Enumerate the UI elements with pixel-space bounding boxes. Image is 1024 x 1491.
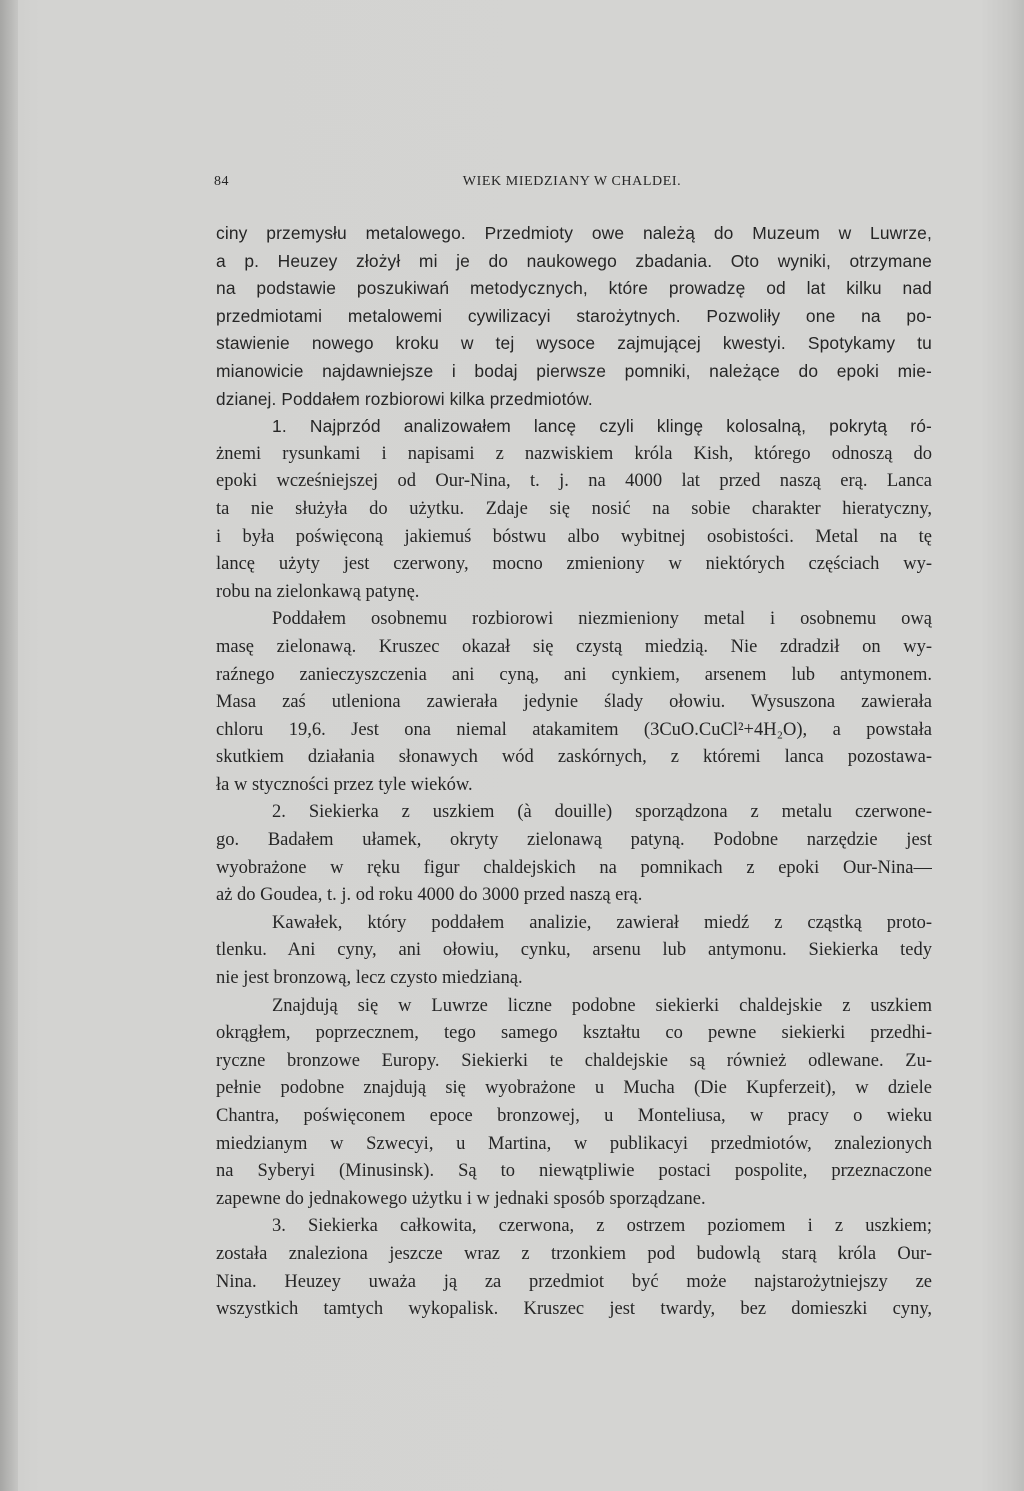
page-header [214, 174, 930, 196]
running-head: WIEK MIEDZIANY W CHALDEI. [462, 174, 682, 189]
text-line: wyobrażone w ręku figur chaldejskich na pomnikach z epoki Our-Nina— [216, 857, 932, 878]
text-line: epoki wcześniejszej od Our-Nina, t. j. na 4000 lat przed naszą erą. Lanca [216, 471, 932, 492]
text-line: Masa zaś utleniona zawierała jedynie ślady ołowiu. Wysuszona zawierała [216, 692, 932, 713]
text-line: 1. Najprzód analizowałem lancę czyli klingę kolosalną, pokrytą ró- [272, 416, 932, 437]
text-line: masę zielonawą. Kruszec okazał się czystą miedzią. Nie zdradził on wy- [216, 636, 932, 657]
body-text [216, 220, 932, 1324]
text-line: Kawałek, który poddałem analizie, zawierał miedź z cząstką proto- [272, 912, 932, 933]
text-line: raźnego zanieczyszczenia ani cyną, ani cynkiem, arsenem lub antymonem. [216, 664, 932, 685]
text-line: aż do Goudea, t. j. od roku 4000 do 3000 przed naszą erą. [216, 885, 643, 906]
text-line: na podstawie poszukiwań metodycznych, które prowadzę od lat kilku nad [216, 278, 932, 299]
text-line: tlenku. Ani cyny, ani ołowiu, cynku, arsenu lub antymonu. Siekierka tedy [216, 940, 932, 961]
text-line: wszystkich tamtych wykopalisk. Kruszec jest twardy, bez domieszki cyny, [216, 1299, 932, 1320]
text-line: miedzianym w Szwecyi, u Martina, w publikacyi przedmiotów, znalezionych [216, 1133, 932, 1154]
text-line: ła w styczności przez tyle wieków. [216, 774, 473, 795]
text-line: zapewne do jednakowego użytku i w jednaki sposób sporządzane. [216, 1188, 706, 1209]
text-line: dzianej. Poddałem rozbiorowi kilka przedmiotów. [216, 388, 593, 409]
text-line: okrągłem, poprzecznem, tego samego kształtu co pewne siekierki przedhi- [216, 1023, 932, 1044]
text-line: Znajdują się w Luwrze liczne podobne siekierki chaldejskie z uszkiem [272, 995, 932, 1016]
text-line: ryczne bronzowe Europy. Siekierki te chaldejskie są również odlewane. Zu- [216, 1050, 932, 1071]
text-line: mianowicie najdawniejsze i bodaj pierwsze pomniki, należące do epoki mie- [216, 360, 932, 381]
text-line: pełnie podobne znajdują się wyobrażone u Mucha (Die Kupferzeit), w dziele [216, 1078, 932, 1099]
text-line: robu na zielonkawą patynę. [216, 581, 420, 602]
text-line: na Syberyi (Minusinsk). Są to niewątpliwie postaci pospolite, przeznaczone [216, 1161, 932, 1182]
text-line: skutkiem działania słonawych wód zaskórnych, z któremi lanca pozostawa- [216, 747, 932, 768]
text-line: Poddałem osobnemu rozbiorowi niezmieniony metal i osobnemu ową [272, 609, 932, 630]
text-line: ta nie służyła do użytku. Zdaje się nosić na sobie charakter hieratyczny, [216, 498, 932, 519]
text-line: ciny przemysłu metalowego. Przedmioty owe należą do Muzeum w Luwrze, [216, 223, 932, 243]
page-number: 84 [214, 174, 229, 189]
text-line: lancę użyty jest czerwony, mocno zmieniony w niektórych częściach wy- [216, 554, 932, 575]
text-line: stawienie nowego kroku w tej wysoce zajmującej kwestyi. Spotykamy tu [216, 333, 932, 354]
text-line: i była poświęconą jakiemuś bóstwu albo wybitnej osobistości. Metal na tę [216, 526, 932, 547]
text-line: Chantra, poświęconem epoce bronzowej, u Monteliusa, w pracy o wieku [216, 1106, 932, 1126]
text-line: Nina. Heuzey uważa ją za przedmiot być może najstarożytniejszy ze [216, 1271, 932, 1292]
text-line: chloru 19,6. Jest ona niemal atakamitem (3CuO.CuCl²+4H₂O), a powstała [216, 719, 932, 740]
book-spine-shadow [0, 0, 18, 1491]
text-line: go. Badałem ułamek, okryty zielonawą patyną. Podobne narzędzie jest [216, 830, 932, 851]
text-line: 3. Siekierka całkowita, czerwona, z ostrzem poziomem i z uszkiem; [272, 1216, 932, 1237]
text-line: 2. Siekierka z uszkiem (à douille) sporządzona z metalu czerwone- [272, 802, 932, 823]
text-line: została znaleziona jeszcze wraz z trzonkiem pod budowlą starą króla Our- [216, 1243, 932, 1264]
text-line: żnemi rysunkami i napisami z nazwiskiem króla Kish, którego odnoszą do [216, 443, 932, 464]
text-line: a p. Heuzey złożył mi je do naukowego zbadania. Oto wyniki, otrzymane [216, 250, 932, 271]
text-line: przedmiotami metalowemi cywilizacyi starożytnych. Pozwoliły one na po- [216, 305, 932, 326]
text-line: nie jest bronzową, lecz czysto miedzianą. [216, 968, 523, 989]
